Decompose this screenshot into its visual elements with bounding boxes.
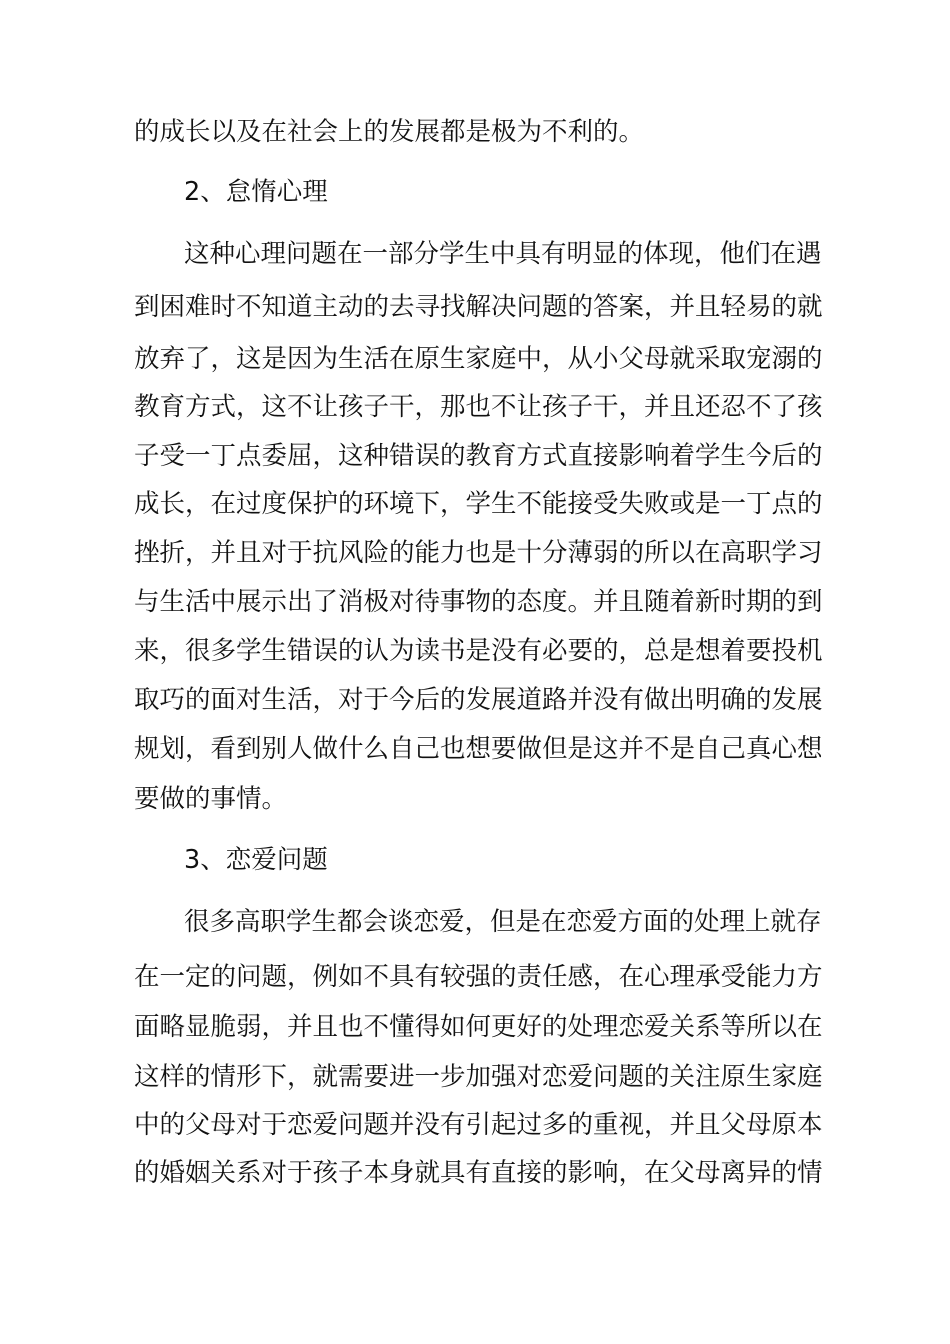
section-heading-2: 2、怠惰心理 [184, 177, 328, 207]
paragraph-line: 挫折，并且对于抗风险的能力也是十分薄弱的所以在高职学习 [134, 538, 823, 568]
paragraph-line: 规划，看到别人做什么自己也想要做但是这并不是自己真心想 [134, 734, 823, 764]
paragraph-line: 子受一丁点委屈，这种错误的教育方式直接影响着学生今后的 [134, 441, 823, 471]
paragraph-line: 教育方式，这不让孩子干，那也不让孩子干，并且还忍不了孩 [134, 392, 823, 422]
paragraph-line: 这种心理问题在一部分学生中具有明显的体现，他们在遇 [184, 239, 822, 269]
paragraph-continuation-line: 的成长以及在社会上的发展都是极为不利的。 [134, 117, 645, 147]
paragraph-line: 来，很多学生错误的认为读书是没有必要的，总是想着要投机 [134, 636, 823, 666]
paragraph-line: 在一定的问题，例如不具有较强的责任感，在心理承受能力方 [134, 962, 823, 992]
paragraph-line: 要做的事情。 [134, 784, 288, 814]
paragraph-line: 面略显脆弱，并且也不懂得如何更好的处理恋爱关系等所以在 [134, 1012, 823, 1042]
paragraph-line: 到困难时不知道主动的去寻找解决问题的答案，并且轻易的就 [134, 292, 823, 322]
paragraph-line: 与生活中展示出了消极对待事物的态度。并且随着新时期的到 [134, 587, 823, 617]
section-heading-3: 3、恋爱问题 [184, 845, 328, 875]
paragraph-line: 成长，在过度保护的环境下，学生不能接受失败或是一丁点的 [134, 489, 823, 519]
paragraph-line: 放弃了，这是因为生活在原生家庭中，从小父母就采取宠溺的 [134, 344, 823, 374]
paragraph-line: 这样的情形下，就需要进一步加强对恋爱问题的关注原生家庭 [134, 1062, 823, 1092]
paragraph-line: 中的父母对于恋爱问题并没有引起过多的重视，并且父母原本 [134, 1110, 823, 1140]
paragraph-line: 的婚姻关系对于孩子本身就具有直接的影响，在父母离异的情 [134, 1158, 823, 1188]
paragraph-line: 很多高职学生都会谈恋爱，但是在恋爱方面的处理上就存 [184, 907, 822, 937]
paragraph-line: 取巧的面对生活，对于今后的发展道路并没有做出明确的发展 [134, 685, 823, 715]
